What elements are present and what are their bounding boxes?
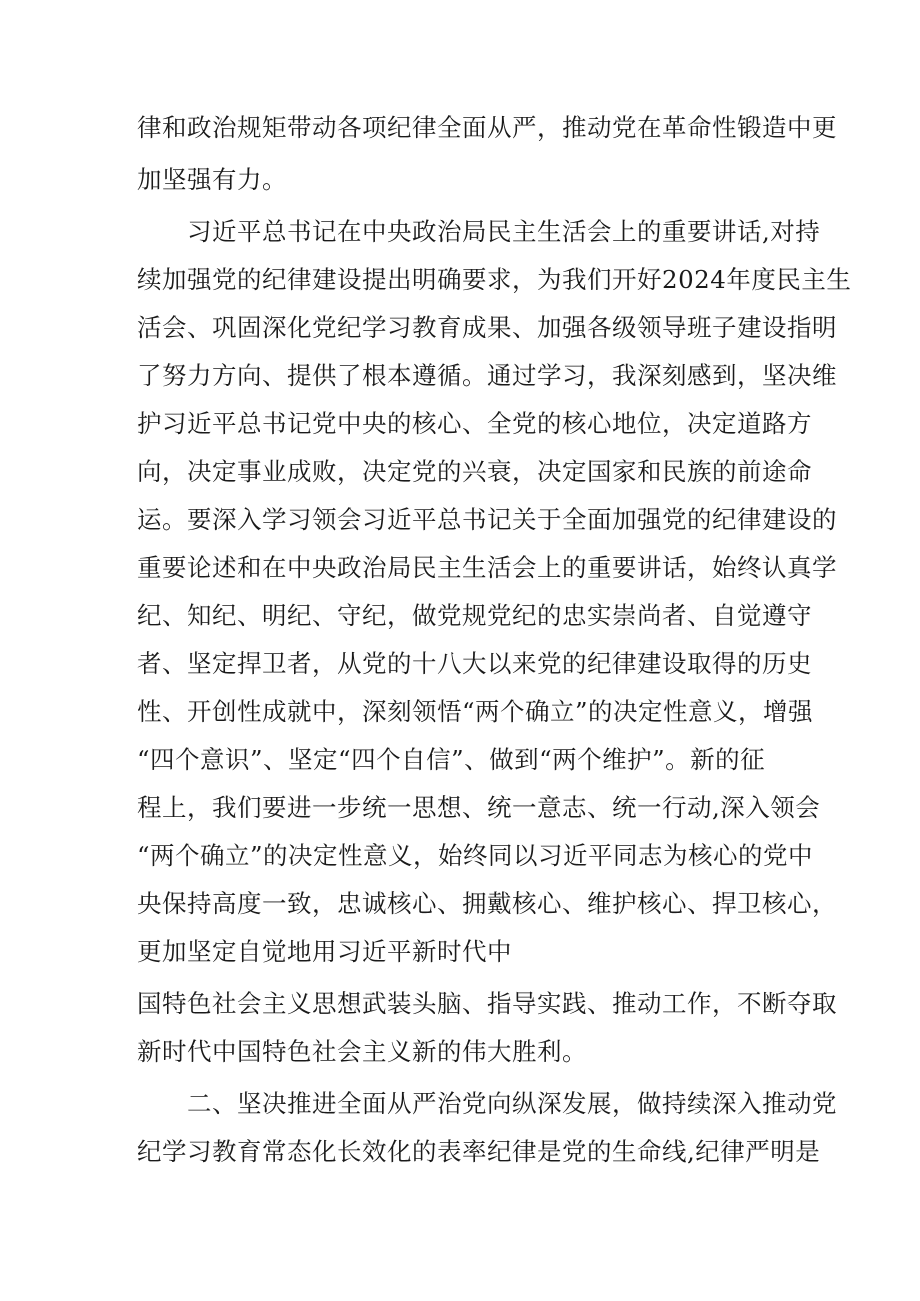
- text-line: 律和政治规矩带动各项纪律全面从严，推动党在革命性锻造中更: [137, 113, 837, 142]
- text-line: 纪学习教育常态化长效化的表率纪律是党的生命线,纪律严明是: [137, 1137, 821, 1166]
- text-line: 运。要深入学习领会习近平总书记关于全面加强党的纪律建设的: [137, 505, 837, 534]
- text-line: 性、开创性成就中，深刻领悟“两个确立”的决定性意义，增强: [137, 697, 814, 726]
- text-line: 重要论述和在中央政治局民主生活会上的重要讲话，始终认真学: [137, 553, 837, 582]
- text-line: 护习近平总书记党中央的核心、全党的核心地位，决定道路方: [137, 409, 812, 438]
- text-line: “两个确立”的决定性意义，始终同以习近平同志为核心的党中: [137, 841, 814, 870]
- text-line: 国特色社会主义思想武装头脑、指导实践、推动工作，不断夺取: [137, 989, 837, 1018]
- text-line: “四个意识”、坚定“四个自信”、做到“两个维护”。新的征: [137, 745, 766, 774]
- text-line: 续加强党的纪律建设提出明确要求，为我们开好2024年度民主生: [137, 265, 852, 294]
- text-line: 纪、知纪、明纪、守纪，做党规党纪的忠实崇尚者、自觉遵守: [137, 601, 812, 630]
- text-line: 更加坚定自觉地用习近平新时代中: [137, 937, 512, 966]
- paragraph-start-line: 习近平总书记在中央政治局民主生活会上的重要讲话,对持: [187, 217, 821, 246]
- text-line: 程上，我们要进一步统一思想、统一意志、统一行动,深入领会: [137, 793, 821, 822]
- text-line: 活会、巩固深化党纪学习教育成果、加强各级领导班子建设指明: [137, 313, 837, 342]
- text-line: 央保持高度一致，忠诚核心、拥戴核心、维护核心、捍卫核心，: [137, 889, 837, 918]
- text-line: 了努力方向、提供了根本遵循。通过学习，我深刻感到，坚决维: [137, 361, 837, 390]
- text-line: 向，决定事业成败，决定党的兴衰，决定国家和民族的前途命: [137, 457, 812, 486]
- text-line: 加坚强有力。: [137, 165, 287, 194]
- text-line: 新时代中国特色社会主义新的伟大胜利。: [137, 1037, 587, 1066]
- paragraph-start-line: 二、坚决推进全面从严治党向纵深发展，做持续深入推动党: [187, 1089, 837, 1118]
- text-line: 者、坚定捍卫者，从党的十八大以来党的纪律建设取得的历史: [137, 649, 812, 678]
